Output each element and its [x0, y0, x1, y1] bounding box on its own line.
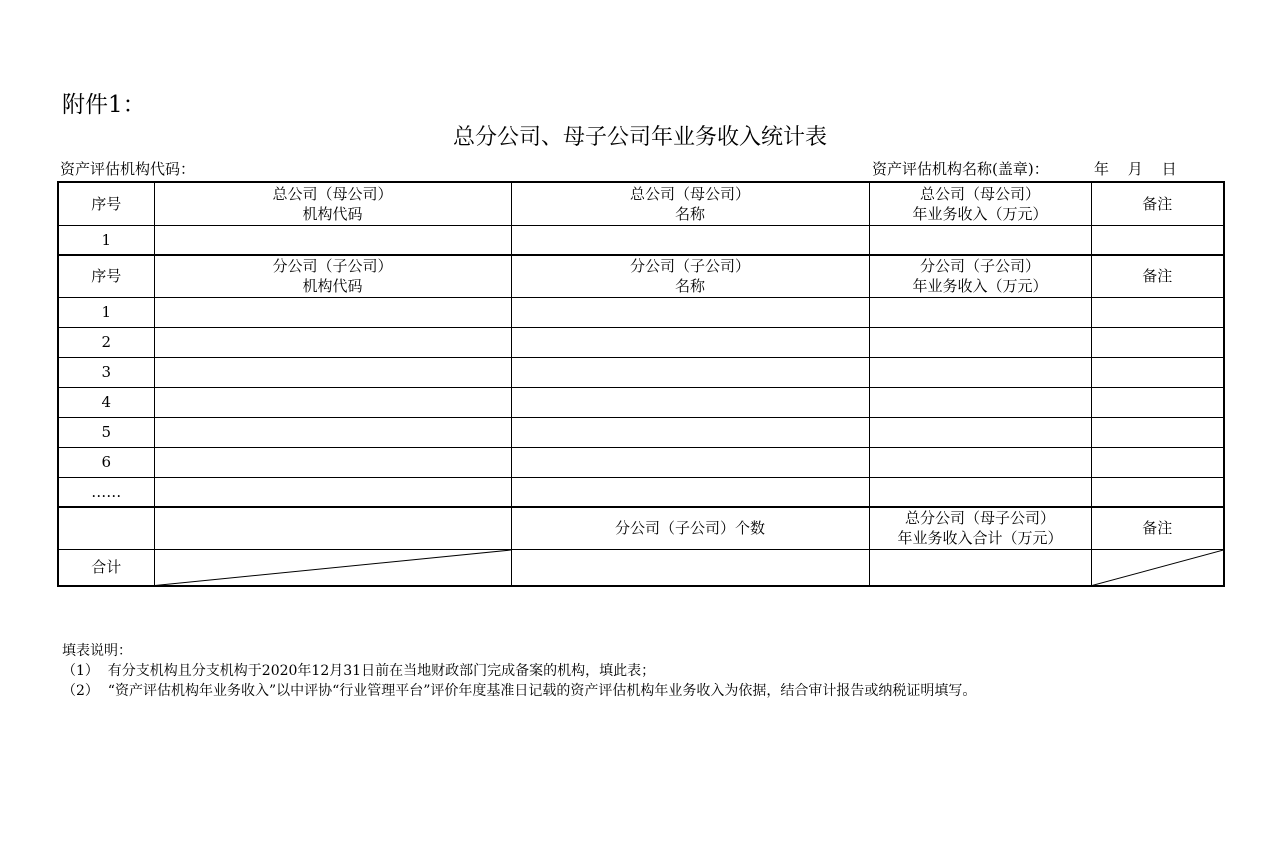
- branch-name-header-line1: 分公司（子公司）: [629, 257, 750, 276]
- total-row: [58, 549, 1224, 586]
- fill-instructions: [62, 641, 976, 701]
- total-label: 合计: [58, 549, 154, 586]
- branch-row: [58, 357, 1224, 387]
- summary-income-header: [869, 507, 1091, 549]
- parent-name-header-line2: 名称: [674, 204, 705, 223]
- branch-income-header-line1: 分公司（子公司）: [919, 257, 1040, 276]
- branch-row-seq: 4: [58, 387, 154, 417]
- branch-remark-header: 备注: [1091, 255, 1224, 297]
- parent-income-header-line1: 总公司（母公司）: [919, 184, 1040, 203]
- branch-row-income-cell[interactable]: [869, 357, 1091, 387]
- branch-row-income-cell[interactable]: [869, 327, 1091, 357]
- branch-row: [58, 477, 1224, 507]
- branch-row-remark-cell[interactable]: [1091, 327, 1224, 357]
- attachment-label: 附件1：: [62, 92, 146, 118]
- parent-name-header-line1: 总公司（母公司）: [629, 184, 750, 203]
- date-day-label: 日: [1161, 160, 1177, 178]
- branch-row-name-cell[interactable]: [511, 297, 869, 327]
- branch-row-income-cell[interactable]: [869, 447, 1091, 477]
- branch-row-code-cell[interactable]: [154, 447, 511, 477]
- parent-name-header: [511, 182, 869, 225]
- parent-code-header: [154, 182, 511, 225]
- branch-row-seq: ……: [58, 477, 154, 507]
- branch-row-code-cell[interactable]: [154, 477, 511, 507]
- total-income-cell[interactable]: [869, 549, 1091, 586]
- parent-income-header-line2: 年业务收入（万元）: [912, 204, 1048, 223]
- org-code-label: 资产评估机构代码：: [60, 160, 196, 178]
- branch-row: [58, 387, 1224, 417]
- branch-income-header-line2: 年业务收入（万元）: [912, 277, 1048, 296]
- branch-row-name-cell[interactable]: [511, 417, 869, 447]
- branch-row-remark-cell[interactable]: [1091, 387, 1224, 417]
- summary-remark-header: 备注: [1091, 507, 1224, 549]
- branch-row-code-cell[interactable]: [154, 297, 511, 327]
- parent-row: [58, 225, 1224, 255]
- branch-header-row: [58, 255, 1224, 297]
- branch-row: [58, 417, 1224, 447]
- branch-row-remark-cell[interactable]: [1091, 417, 1224, 447]
- branch-row-seq: 5: [58, 417, 154, 447]
- note-item: （1） 有分支机构且分支机构于2020年12月31日前在当地财政部门完成备案的机构，填此表；: [62, 663, 656, 679]
- parent-row-seq: 1: [58, 225, 154, 255]
- parent-code-header-line2: 机构代码: [302, 204, 363, 223]
- branch-row-code-cell[interactable]: [154, 357, 511, 387]
- parent-income-header: [869, 182, 1091, 225]
- branch-code-header-line2: 机构代码: [302, 277, 363, 296]
- income-table: [57, 181, 1225, 587]
- org-name-label: 资产评估机构名称(盖章)：: [872, 160, 1049, 178]
- parent-row-name-cell[interactable]: [511, 225, 869, 255]
- total-count-cell[interactable]: [511, 549, 869, 586]
- branch-row-code-cell[interactable]: [154, 417, 511, 447]
- branch-row-remark-cell[interactable]: [1091, 447, 1224, 477]
- summary-income-header-line1: 总分公司（母子公司）: [904, 509, 1055, 528]
- diagonal-line: [155, 550, 511, 586]
- date-labels: [1094, 158, 1191, 179]
- branch-code-header-line1: 分公司（子公司）: [272, 257, 393, 276]
- branch-name-header: [511, 255, 869, 297]
- parent-row-code-cell[interactable]: [154, 225, 511, 255]
- date-month-label: 月: [1127, 160, 1143, 178]
- parent-header-row: [58, 182, 1224, 225]
- branch-row-remark-cell[interactable]: [1091, 297, 1224, 327]
- branch-row-income-cell[interactable]: [869, 477, 1091, 507]
- branch-row-name-cell[interactable]: [511, 447, 869, 477]
- branch-row: [58, 447, 1224, 477]
- notes-heading: 填表说明：: [62, 643, 132, 659]
- note-item: （2） “资产评估机构年业务收入”以中评协“行业管理平台”评价年度基准日记载的资产评估机构年业务收入为依据，结合审计报告或纳税证明填写。: [62, 683, 977, 699]
- branch-income-header: [869, 255, 1091, 297]
- branch-row-name-cell[interactable]: [511, 477, 869, 507]
- branch-row: [58, 327, 1224, 357]
- page-title: 总分公司、母子公司年业务收入统计表: [452, 125, 827, 150]
- summary-blank-cell: [154, 507, 511, 549]
- branch-name-header-line2: 名称: [674, 277, 705, 296]
- branch-row-seq: 2: [58, 327, 154, 357]
- branch-row-income-cell[interactable]: [869, 297, 1091, 327]
- branch-row-name-cell[interactable]: [511, 387, 869, 417]
- diagonal-line: [1092, 550, 1224, 586]
- branch-row-seq: 1: [58, 297, 154, 327]
- branch-row-income-cell[interactable]: [869, 417, 1091, 447]
- branch-seq-header: 序号: [58, 255, 154, 297]
- parent-row-remark-cell[interactable]: [1091, 225, 1224, 255]
- summary-count-header: 分公司（子公司）个数: [511, 507, 869, 549]
- parent-remark-header: 备注: [1091, 182, 1224, 225]
- branch-row-seq: 6: [58, 447, 154, 477]
- branch-row-income-cell[interactable]: [869, 387, 1091, 417]
- branch-row-seq: 3: [58, 357, 154, 387]
- branch-row: [58, 297, 1224, 327]
- date-year-label: 年: [1094, 160, 1110, 178]
- total-remark-cell-diagonal: [1091, 549, 1224, 586]
- branch-row-name-cell[interactable]: [511, 357, 869, 387]
- branch-row-code-cell[interactable]: [154, 327, 511, 357]
- branch-code-header: [154, 255, 511, 297]
- branch-row-remark-cell[interactable]: [1091, 357, 1224, 387]
- total-code-cell-diagonal: [154, 549, 511, 586]
- summary-income-header-line2: 年业务收入合计（万元）: [897, 529, 1063, 548]
- summary-blank-cell: [58, 507, 154, 549]
- branch-row-remark-cell[interactable]: [1091, 477, 1224, 507]
- summary-header-row: [58, 507, 1224, 549]
- branch-row-name-cell[interactable]: [511, 327, 869, 357]
- parent-code-header-line1: 总公司（母公司）: [272, 184, 393, 203]
- parent-row-income-cell[interactable]: [869, 225, 1091, 255]
- branch-row-code-cell[interactable]: [154, 387, 511, 417]
- parent-seq-header: 序号: [58, 182, 154, 225]
